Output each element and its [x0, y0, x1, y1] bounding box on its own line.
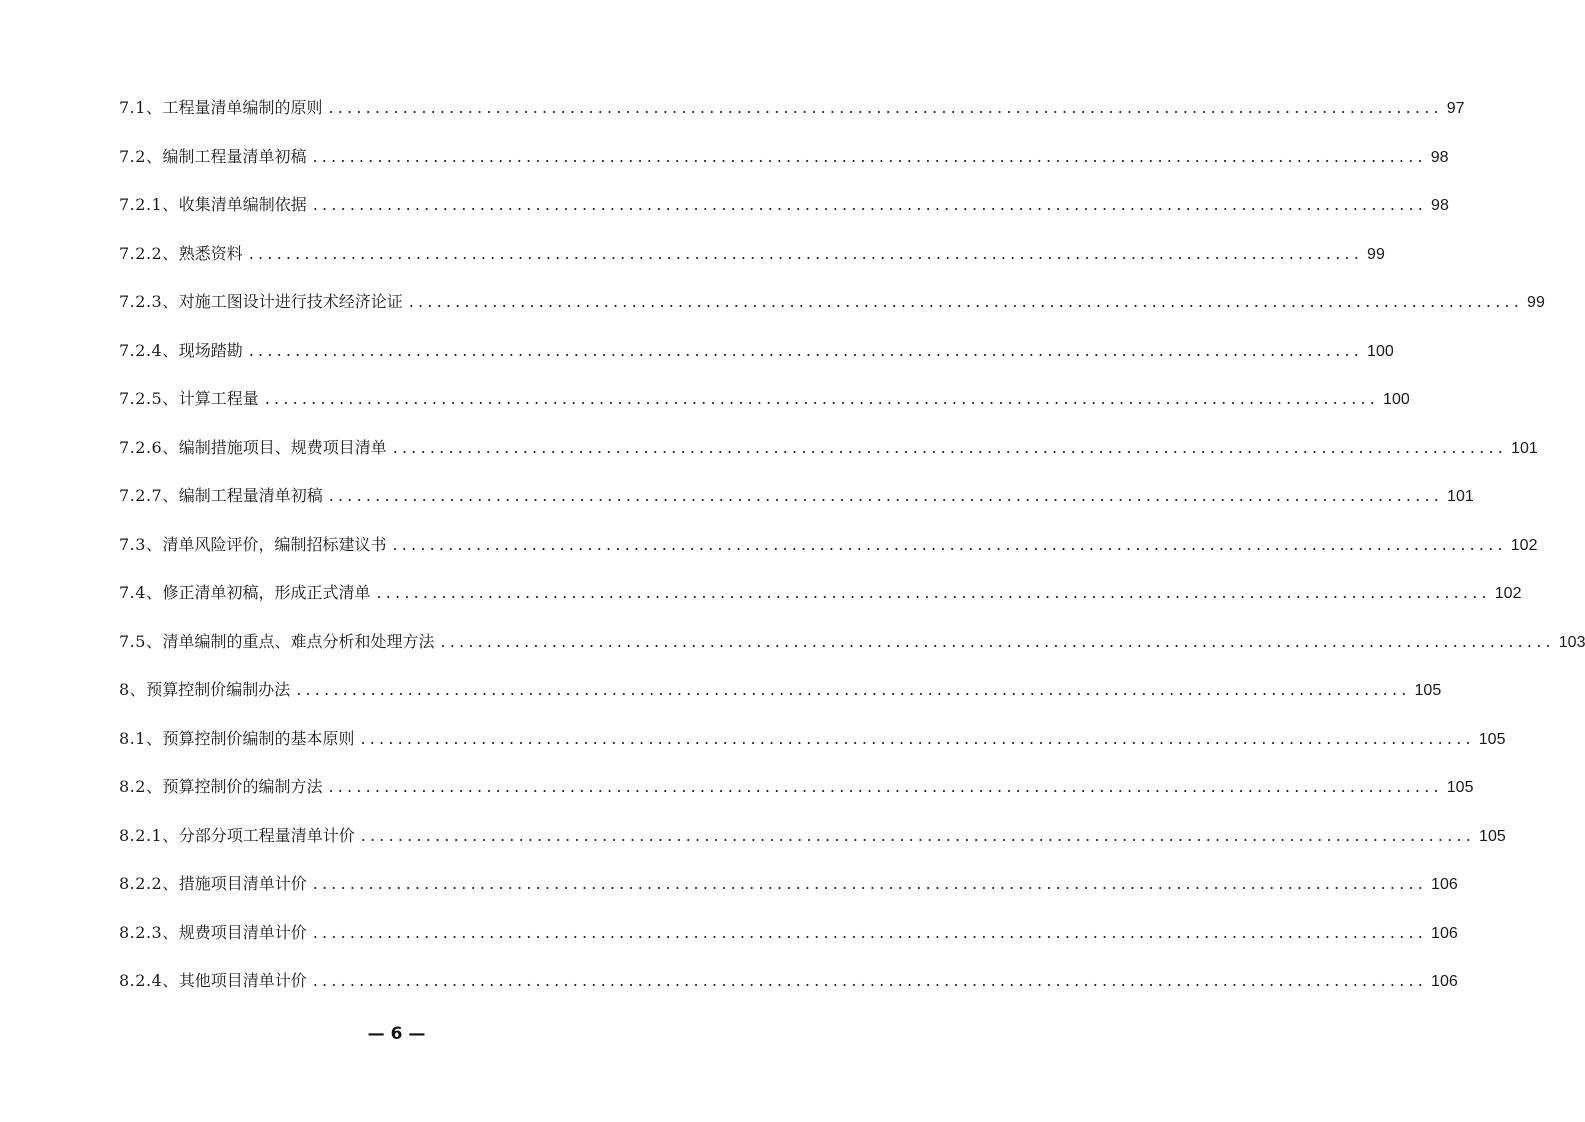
toc-entry-page: 101: [1447, 488, 1474, 505]
toc-entry[interactable]: [119, 957, 1458, 1006]
toc-entry-title: 现场踏勘: [178, 340, 243, 360]
toc-dot-leader: ........................................................................................................................: [328, 486, 1444, 505]
toc-dot-leader: ........................................................................................................................: [264, 389, 1380, 408]
toc-entry-title: 收集清单编制依据: [178, 195, 307, 214]
toc-entry[interactable]: [119, 521, 1538, 570]
toc-dot-leader: ........................................................................................................................: [312, 195, 1428, 214]
page-number: — 6 —: [367, 1024, 426, 1044]
toc-entry-number: 8、: [119, 680, 147, 699]
toc-dot-leader: ........................................................................................................................: [312, 874, 1428, 893]
toc-entry-page: 102: [1510, 536, 1538, 554]
toc-entry[interactable]: [119, 763, 1474, 812]
toc-entry-title: 对施工图设计进行技术经济论证: [178, 292, 403, 311]
toc-entry-title: 熟悉资料: [178, 243, 243, 263]
toc-entry-number: 7.2.6、: [119, 437, 179, 457]
toc-entry-page: 99: [1527, 294, 1545, 311]
toc-entry-page: 97: [1446, 100, 1465, 117]
toc-entry[interactable]: [119, 860, 1458, 909]
toc-entry-title: 预算控制价的编制方法: [162, 777, 323, 796]
toc-dot-leader: ........................................................................................................................: [312, 971, 1428, 990]
toc-entry[interactable]: [119, 181, 1449, 230]
toc-entry-page: 100: [1367, 342, 1394, 360]
toc-dot-leader: ........................................................................................................................: [296, 680, 1411, 699]
toc-entry-number: 8.2.2、: [119, 874, 179, 893]
toc-dot-leader: ........................................................................................................................: [376, 583, 1491, 602]
toc-entry-title: 计算工程量: [178, 389, 259, 408]
toc-entry[interactable]: [119, 375, 1410, 424]
toc-dot-leader: ........................................................................................................................: [408, 292, 1524, 311]
toc-dot-leader: ........................................................................................................................: [360, 728, 1475, 748]
toc-entry-page: 99: [1367, 245, 1385, 263]
toc-entry[interactable]: [119, 472, 1474, 521]
toc-entry-number: 7.1、: [119, 98, 163, 117]
toc-dot-leader: ........................................................................................................................: [328, 98, 1443, 117]
toc-entry-page: 98: [1430, 148, 1449, 166]
toc-dot-leader: ........................................................................................................................: [312, 922, 1428, 942]
toc-entry-page: 102: [1494, 585, 1522, 602]
toc-entry[interactable]: [119, 133, 1449, 182]
toc-entry-page: 98: [1431, 197, 1449, 214]
toc-entry-page: 105: [1414, 682, 1442, 699]
toc-entry-title: 清单风险评价，编制招标建议书: [162, 534, 387, 554]
toc-entry-title: 规费项目清单计价: [178, 922, 307, 942]
toc-entry-number: 8.2.3、: [119, 922, 179, 942]
toc-entry[interactable]: [119, 327, 1394, 376]
toc-entry-number: 7.2.2、: [119, 243, 179, 263]
toc-entry-page: 106: [1431, 876, 1458, 893]
toc-entry[interactable]: [119, 424, 1538, 473]
toc-entry[interactable]: [119, 569, 1522, 618]
toc-entry[interactable]: [119, 618, 1585, 667]
toc-dot-leader: ........................................................................................................................: [248, 243, 1364, 263]
toc-entry-page: 106: [1431, 973, 1458, 990]
toc-entry[interactable]: [119, 230, 1385, 279]
toc-entry-title: 其他项目清单计价: [178, 971, 307, 990]
toc-entry[interactable]: [119, 909, 1458, 958]
toc-entry-number: 8.2.4、: [119, 971, 179, 990]
toc-entry-number: 7.2.3、: [119, 292, 179, 311]
toc-entry-page: 103: [1558, 633, 1585, 651]
toc-dot-leader: ........................................................................................................................: [440, 631, 1555, 651]
toc-entry[interactable]: [119, 666, 1442, 715]
toc-entry-number: 7.2、: [119, 146, 163, 166]
toc-entry-title: 工程量清单编制的原则: [162, 98, 323, 117]
table-of-contents: [119, 84, 1585, 1006]
toc-entry-number: 7.2.4、: [119, 340, 179, 360]
toc-entry-number: 8.1、: [119, 728, 163, 748]
toc-entry-title: 预算控制价编制办法: [146, 680, 291, 699]
toc-entry-number: 7.4、: [119, 583, 163, 602]
toc-entry-page: 106: [1431, 924, 1458, 942]
toc-entry-page: 105: [1478, 730, 1506, 748]
toc-dot-leader: ........................................................................................................................: [392, 437, 1508, 457]
toc-dot-leader: ........................................................................................................................: [392, 534, 1507, 554]
toc-entry-number: 7.2.1、: [119, 195, 179, 214]
toc-entry-page: 105: [1446, 779, 1474, 796]
toc-entry-number: 7.5、: [119, 631, 163, 651]
toc-entry-title: 措施项目清单计价: [178, 874, 307, 893]
toc-entry-title: 编制工程量清单初稿: [178, 486, 323, 505]
toc-entry[interactable]: [119, 715, 1506, 764]
toc-entry-number: 8.2.1、: [119, 825, 179, 845]
toc-entry-page: 100: [1383, 391, 1410, 408]
toc-entry-number: 7.2.7、: [119, 486, 179, 505]
toc-entry-title: 修正清单初稿，形成正式清单: [162, 583, 371, 602]
toc-entry-number: 8.2、: [119, 777, 163, 796]
toc-dot-leader: ........................................................................................................................: [312, 146, 1427, 166]
toc-entry-page: 105: [1479, 827, 1506, 845]
toc-entry-number: 7.2.5、: [119, 389, 179, 408]
toc-entry[interactable]: [119, 84, 1465, 133]
toc-entry-number: 7.3、: [119, 534, 163, 554]
toc-entry-title: 分部分项工程量清单计价: [178, 825, 355, 845]
toc-entry-title: 编制工程量清单初稿: [162, 146, 307, 166]
toc-entry[interactable]: [119, 812, 1506, 861]
toc-dot-leader: ........................................................................................................................: [248, 340, 1364, 360]
toc-dot-leader: ........................................................................................................................: [328, 777, 1443, 796]
toc-entry-title: 预算控制价编制的基本原则: [162, 728, 355, 748]
toc-entry-title: 清单编制的重点、难点分析和处理方法: [162, 631, 435, 651]
toc-entry-page: 101: [1511, 439, 1538, 457]
toc-dot-leader: ........................................................................................................................: [360, 825, 1476, 845]
toc-entry-title: 编制措施项目、规费项目清单: [178, 437, 387, 457]
toc-entry[interactable]: [119, 278, 1545, 327]
